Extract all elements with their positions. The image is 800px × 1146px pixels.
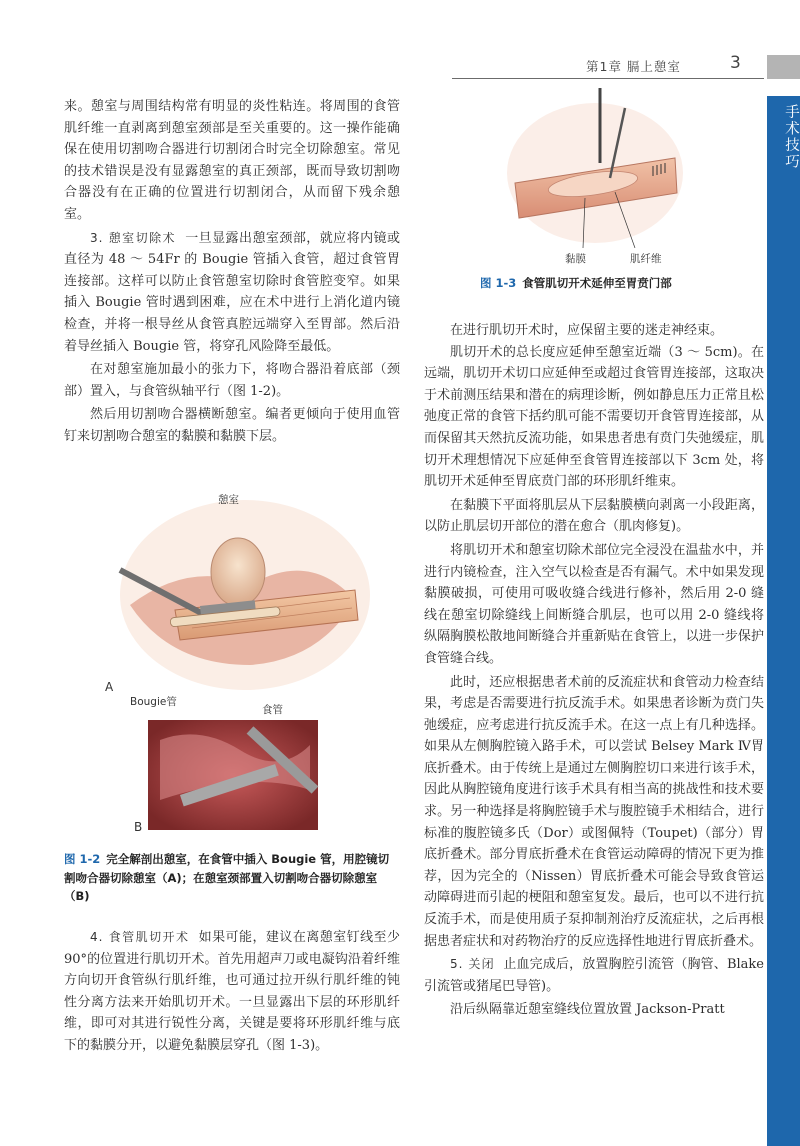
section-4-text: 如果可能，建议在离憩室钉线至少 90°的位置进行肌切开术。首先用超声刀或电凝钩沿着纤维方向切开食管纵行肌纤维，也可通过拉开纵行肌纤维的钝性分离方法来开始肌切开术。一旦显露出下层的环形肌纤维，即可对其进行锐性分离，关键是要将环形肌纤维与底下的黏膜分开，以避免黏膜层穿孔（图 1-3)。	[64, 930, 401, 1053]
side-tab	[767, 96, 800, 1146]
side-tab-label: 手术技巧	[783, 104, 799, 170]
section-4-block	[64, 927, 400, 1057]
label-diverticulum: 憩室	[218, 494, 239, 506]
caption-text: 完全解剖出憩室，在食管中插入 Bougie 管，用腔镜切割吻合器切除憩室（A)；在憩室颈部置入切割吻合器切除憩室（B)	[64, 852, 390, 903]
section-5-paragraph	[424, 954, 764, 997]
figure-1-2-caption	[64, 850, 400, 906]
section-4-paragraph	[64, 927, 400, 1057]
header-rule	[452, 78, 764, 79]
figure-1-2	[100, 490, 370, 834]
paragraph: 将肌切开术和憩室切除术部位完全浸没在温盐水中，并进行内镜检查，注入空气以检查是否有漏气。术中如果发现黏膜破损，可使用可吸收缝合线进行修补，然后用 2-0 缝线在憩室切除缝线上间断缝合肌层，也可以用 2-0 缝线将纵隔胸膜松散地间断缝合并重新贴在食管上，以进一步保护食管缝合线。	[424, 542, 764, 666]
caption-text: 食管肌切开术延伸至胃贲门部	[522, 276, 672, 290]
header-grey-block	[767, 55, 800, 79]
section-5-title: 5. 关闭	[450, 957, 495, 972]
running-head: 第1章 膈上憩室	[586, 59, 681, 74]
label-esophagus: 食管	[262, 704, 283, 716]
panel-letter-b: B	[134, 820, 143, 834]
figure-1-3	[505, 88, 685, 265]
page-number: 3	[730, 53, 741, 73]
paragraph: 然后用切割吻合器横断憩室。编者更倾向于使用血管钉来切割吻合憩室的黏膜和黏膜下层。	[64, 407, 400, 444]
label-bougie: Bougie管	[130, 696, 177, 708]
paragraph: 此时，还应根据患者术前的反流症状和食管动力检查结果，考虑是否需要进行抗反流手术。如果患者诊断为贲门失弛缓症，应考虑进行抗反流手术。在这一点上有几种选择。如果从左侧胸腔镜入路手术，可以尝试 Belsey Mark Ⅳ胃底折叠术。由于传统上是通过左侧胸腔切口来进行该手术，因此从胸腔镜角度进行该手术具有相当高的挑战性和技术要求。另一种选择是将胸腔镜手术与腹腔镜手术相结合，进行标准的腹腔镜多氏（Dor）或图佩特（Toupet)（部分）胃底折叠术。部分胃底折叠术在食管运动障碍的情况下更为推荐，因为完全的（Nissen）胃底折叠术可能会导致食管运动障碍进而引起的梗阻和憩室复发。最后，也可以不进行抗反流手术，而是使用质子泵抑制剂治疗反流症状，之后再根据患者症状和对药物治疗的反应选择性地进行胃底折叠术。	[424, 674, 764, 949]
figure-1-3-illustration	[505, 88, 685, 248]
section-3-paragraph	[64, 228, 400, 358]
caption-number: 图 1-2	[64, 852, 101, 866]
paragraph: 沿后纵隔靠近憩室缝线位置放置 Jackson-Pratt	[450, 1002, 725, 1018]
paragraph: 来。憩室与周围结构常有明显的炎性粘连。将周围的食管肌纤维一直剥离到憩室颈部是至关重要的。这一操作能确保在使用切割吻合器进行切割闭合时完全切除憩室。常见的技术错误是没有显露憩室的真正颈部，既而导致切割吻合器没有在正确的位置进行切割闭合，从而留下残余憩室。	[64, 99, 400, 222]
label-mucosa: 黏膜	[565, 253, 586, 265]
paragraph: 在进行肌切开术时，应保留主要的迷走神经束。	[450, 323, 724, 338]
paragraph: 在对憩室施加最小的张力下，将吻合器沿着底部（颈部）置入，与食管纵轴平行（图 1-2)。	[64, 362, 400, 399]
section-5-text: 止血完成后，放置胸腔引流管（胸管、Blake 引流管或猪尾巴导管)。	[424, 957, 764, 994]
panel-letter-a: A	[105, 680, 114, 694]
label-muscle-fibers: 肌纤维	[630, 253, 662, 265]
diverticulum-shape	[211, 538, 265, 606]
right-column	[424, 320, 764, 1021]
paragraph: 肌切开术的总长度应延伸至憩室近端（3 ～ 5cm)。在远端，肌切开术切口应延伸至或超过食管胃连接部，这取决于术前测压结果和潜在的病理诊断，例如静息压力正常且松弛度正常的食管下括约肌可能不需要切开食管胃连接部，从而保留其天然抗反流功能，如果患者患有贲门失弛缓症，肌切开术理想情况下应延伸至食管胃连接部以下 3cm 处，将肌切开术延伸至胃底贲门部的环形肌纤维束。	[424, 344, 764, 490]
figure-1-3-caption	[480, 274, 770, 293]
figure-1-2-illustration	[100, 490, 370, 830]
section-4-title: 4. 食管肌切开术	[90, 930, 190, 944]
caption-number: 图 1-3	[480, 276, 517, 290]
paragraph: 在黏膜下平面将肌层从下层黏膜横向剥离一小段距离，以防止肌层切开部位的潜在愈合（肌肉修复)。	[424, 497, 764, 535]
section-3-title: 3. 憩室切除术	[90, 230, 176, 245]
section-3-text: 一旦显露出憩室颈部，就应将内镜或直径为 48 ～ 54Fr 的 Bougie 管插入食管，超过食管胃连接部。这样可以防止食管憩室切除时食管腔变窄。如果插入 Bougie 管时遇到困难，应在术中进行上消化道内镜检查，并将一根导丝从食管真腔远端穿入至胃部。然后沿着导丝插入 Bougie 管，将穿孔风险降至最低。	[64, 230, 401, 354]
